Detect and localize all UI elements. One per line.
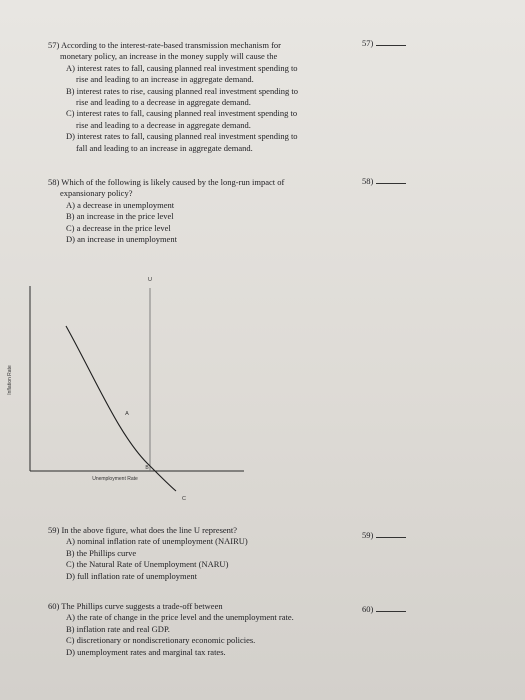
answer-blank-60[interactable] (362, 604, 406, 614)
answer-option-line: D) full inflation rate of unemployment (66, 570, 198, 581)
answer-blank-59[interactable] (362, 530, 406, 540)
answer-option-line: B) an increase in the price level (66, 211, 174, 222)
answer-option (48, 548, 248, 559)
answer-blank-number: 60) (362, 604, 374, 614)
answer-option-line: D) unemployment rates and marginal tax rates. (66, 646, 226, 657)
answer-option-line: C) discretionary or nondiscretionary economic policies. (66, 635, 256, 646)
answer-option (48, 63, 298, 86)
answer-option (48, 647, 294, 658)
answer-option-line: rise and leading to a decrease in aggregate demand. (76, 97, 251, 108)
answer-option-line: rise and leading to an increase in aggregate demand. (76, 74, 254, 85)
phillips-curve-figure (0, 268, 525, 508)
vertical-line-u-label: U (148, 277, 152, 283)
answer-option (48, 635, 294, 646)
question-59 (48, 525, 248, 582)
answer-option-line: rise and leading to a decrease in aggregate demand. (76, 119, 251, 130)
answer-option-line: C) the Natural Rate of Unemployment (NARU) (66, 559, 229, 570)
question-stem-line: 60) The Phillips curve suggests a trade-off between (48, 601, 223, 611)
question-57 (48, 40, 298, 154)
answer-option-line: B) inflation rate and real GDP. (66, 623, 170, 634)
answer-option (48, 536, 248, 547)
answer-blank-57[interactable] (362, 38, 406, 48)
question-stem-line: 57) According to the interest-rate-based transmission mechanism for (48, 40, 281, 50)
question-stem-line: expansionary policy? (60, 188, 133, 199)
answer-option (48, 559, 248, 570)
answer-blank-number: 57) (362, 38, 374, 48)
answer-option-line: fall and leading to an increase in aggregate demand. (76, 142, 253, 153)
answer-option (48, 571, 248, 582)
point-label-b: B (145, 465, 149, 471)
question-58 (48, 177, 284, 245)
answer-option-line: A) the rate of change in the price level and the unemployment rate. (66, 612, 294, 623)
answer-blank-number: 59) (362, 530, 374, 540)
answer-option (48, 86, 298, 109)
phillips-curve (66, 326, 176, 491)
answer-option (48, 223, 284, 234)
answer-option-line: A) a decrease in unemployment (66, 199, 175, 210)
answer-option (48, 200, 284, 211)
answer-option (48, 612, 294, 623)
answer-option (48, 108, 298, 131)
answer-blank-number: 58) (362, 176, 374, 186)
answer-option-line: D) interest rates to fall, causing planned real investment spending to (66, 131, 298, 142)
y-axis-label: Inflation Rate (7, 365, 13, 395)
question-stem-line: monetary policy, an increase in the money supply will cause the (60, 51, 278, 62)
x-axis-label: Unemployment Rate (92, 476, 138, 482)
answer-option-line: B) interest rates to rise, causing planned real investment spending to (66, 85, 299, 96)
answer-option-line: D) an increase in unemployment (66, 234, 177, 245)
question-stem-line: 58) Which of the following is likely caused by the long-run impact of (48, 177, 285, 187)
answer-option-line: A) interest rates to fall, causing planned real investment spending to (66, 62, 298, 73)
answer-option (48, 211, 284, 222)
point-label-a: A (125, 411, 129, 417)
answer-option-line: C) interest rates to fall, causing planned real investment spending to (66, 108, 298, 119)
question-60 (48, 601, 294, 658)
answer-blank-58[interactable] (362, 176, 406, 186)
answer-option (48, 234, 284, 245)
point-label-c: C (182, 496, 186, 502)
answer-option (48, 624, 294, 635)
answer-option (48, 131, 298, 154)
answer-option-line: A) nominal inflation rate of unemployment (NAIRU) (66, 536, 248, 547)
answer-option-line: B) the Phillips curve (66, 547, 137, 558)
question-stem-line: 59) In the above figure, what does the line U represent? (48, 525, 238, 535)
answer-option-line: C) a decrease in the price level (66, 222, 171, 233)
